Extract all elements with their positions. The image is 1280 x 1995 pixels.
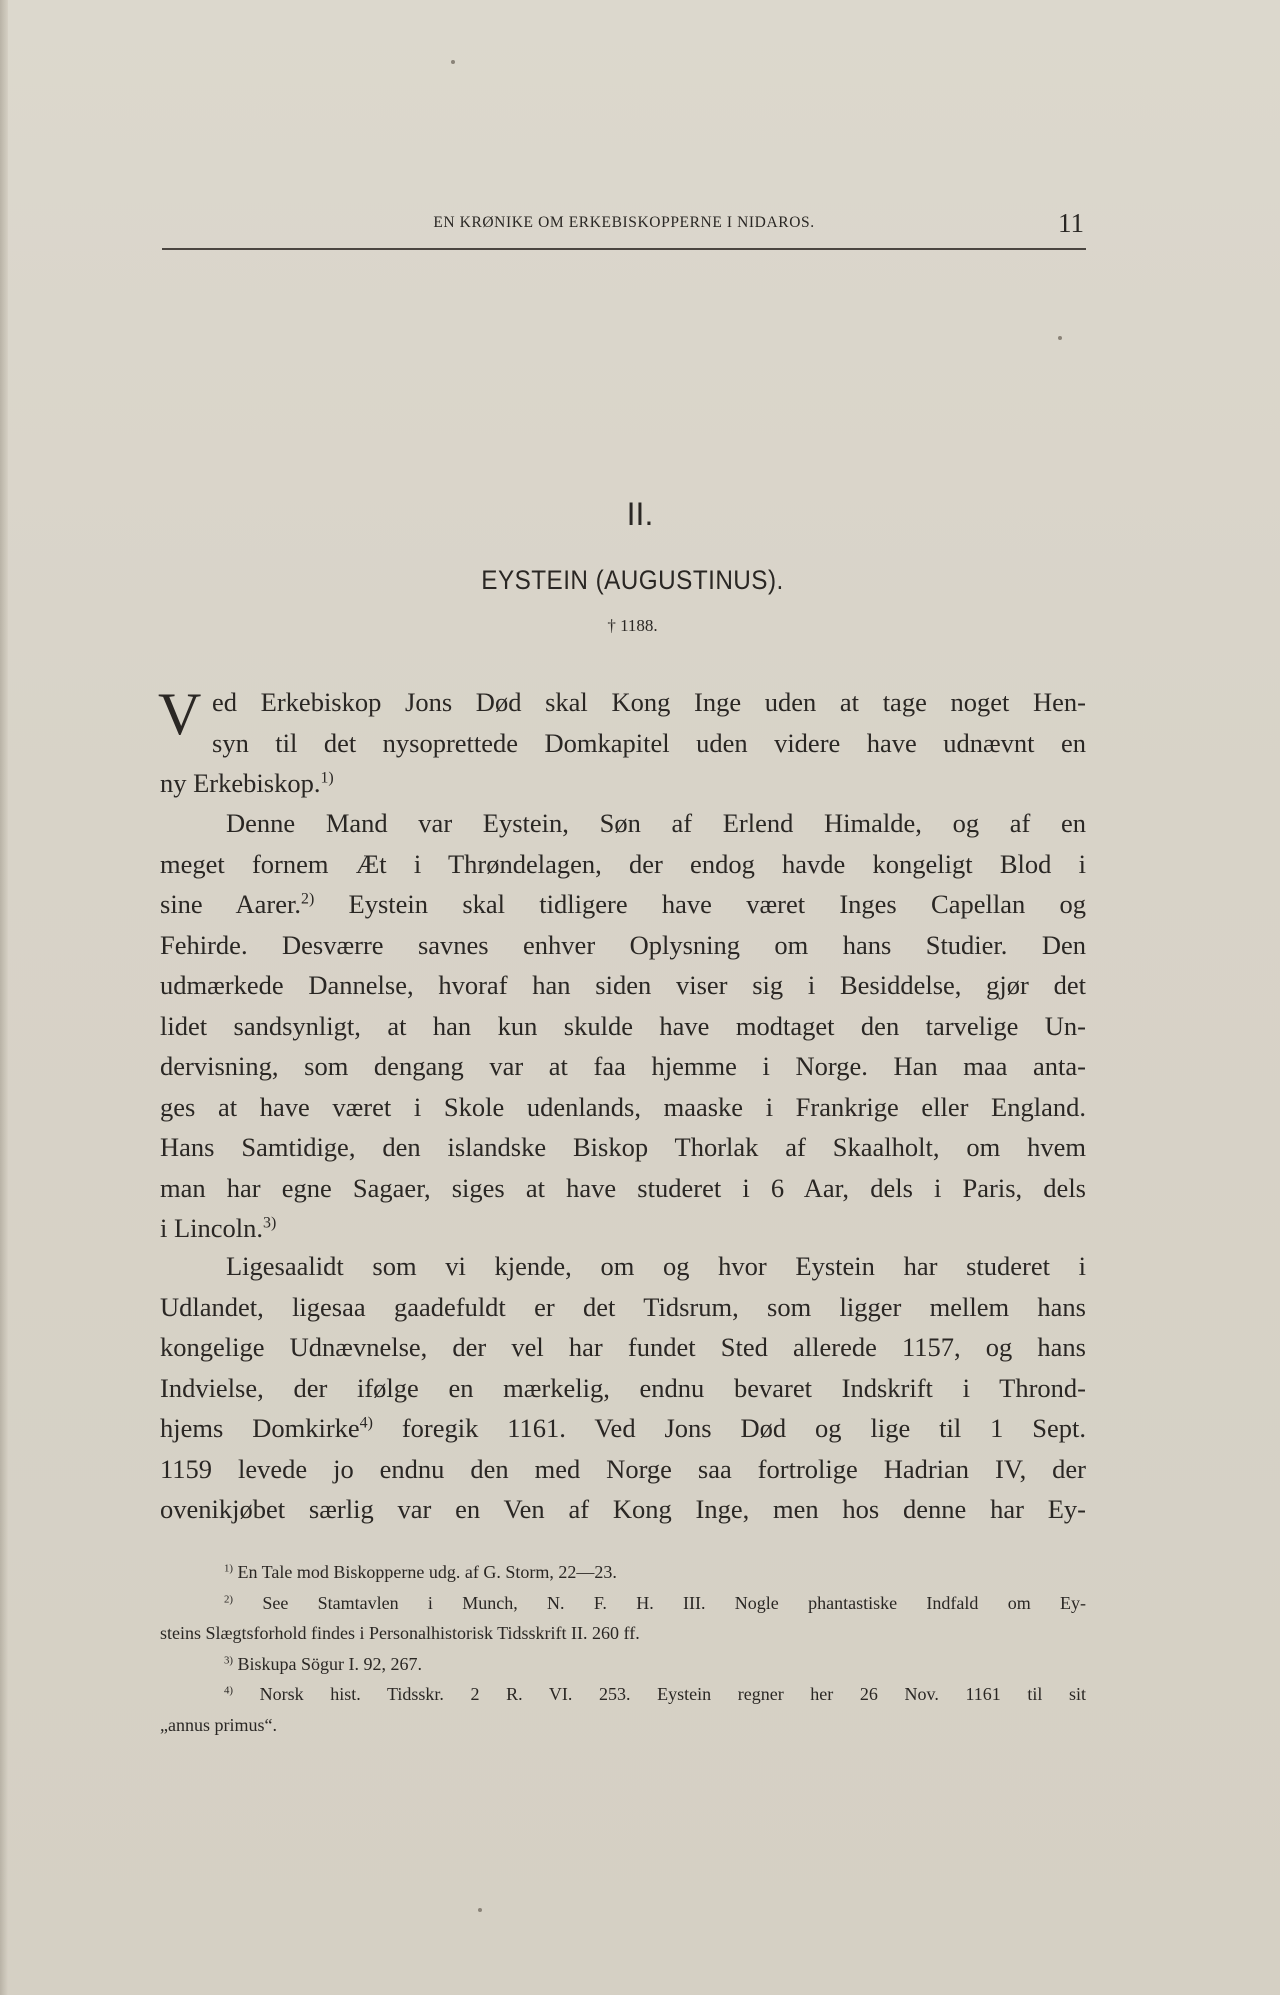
text-line: 1159 levede jo endnu den med Norge saa fortrolige Hadrian IV, der xyxy=(160,1453,1086,1484)
text-line: man har egne Sagaer, siges at have studeret i 6 Aar, dels i Paris, dels xyxy=(160,1172,1086,1203)
text-line: kongelige Udnævnelse, der vel har fundet Sted allerede 1157, og hans xyxy=(160,1332,1086,1362)
text-line: ed Erkebiskop Jons Død skal Kong Inge uden at tage noget Hen- xyxy=(212,687,1086,717)
footnote-marker: 4) xyxy=(224,1684,233,1697)
page-edge-shadow xyxy=(0,0,8,1995)
footnote-ref: 1) xyxy=(320,769,334,787)
paper-speck xyxy=(478,1908,482,1912)
text-line: Udlandet, ligesaa gaadefuldt er det Tidsrum, som ligger mellem hans xyxy=(160,1291,1086,1322)
footnote-marker: 2) xyxy=(224,1593,233,1606)
footnote-3 xyxy=(160,1649,1086,1680)
footnote-marker: 1) xyxy=(224,1562,233,1575)
paragraph-1 xyxy=(160,682,1086,804)
text-line: Fehirde. Desværre savnes enhver Oplysning om hans Studier. Den xyxy=(160,929,1086,960)
text-span: foregik 1161. Ved Jons Død og lige til 1 Sept. xyxy=(401,1413,1087,1443)
text-line xyxy=(160,1208,1086,1249)
footnote-text: See Stamtavlen i Munch, N. F. H. III. Nogle phantastiske Indfald om Ey- xyxy=(262,1592,1086,1613)
footnote-1 xyxy=(160,1557,1086,1588)
footnote-4-cont: „annus primus“. xyxy=(160,1714,277,1735)
footnote-4 xyxy=(160,1679,1086,1710)
text-line: dervisning, som dengang var at faa hjemme i Norge. Han maa anta- xyxy=(160,1051,1086,1081)
text-line xyxy=(160,884,1086,925)
footnote-ref: 3) xyxy=(263,1214,277,1232)
paper-speck xyxy=(1058,336,1062,340)
text-line xyxy=(160,1408,1086,1449)
chapter-number: II. xyxy=(626,496,654,532)
page-number: 11 xyxy=(1058,208,1084,238)
text-line: syn til det nysoprettede Domkapitel uden videre have udnævnt en xyxy=(212,727,1086,758)
text-line: lidet sandsynligt, at han kun skulde have modtaget den tarvelige Un- xyxy=(160,1010,1086,1041)
running-header xyxy=(162,208,1086,250)
footnotes xyxy=(160,1557,1086,1740)
text-line: Ligesaalidt som vi kjende, om og hvor Eystein har studeret i xyxy=(226,1251,1086,1281)
text-span: Eystein skal tidligere have været Inges Capellan og xyxy=(348,889,1087,919)
text-line: Denne Mand var Eystein, Søn af Erlend Himalde, og af en xyxy=(226,808,1086,838)
text-line xyxy=(160,763,1086,804)
text-span: i Lincoln. xyxy=(160,1213,264,1243)
text-line: ovenikjøbet særlig var en Ven af Kong Inge, men hos denne har Ey- xyxy=(160,1494,1086,1524)
drop-cap: V xyxy=(158,681,202,747)
text-line: Hans Samtidige, den islandske Biskop Thorlak af Skaalholt, om hvem xyxy=(160,1132,1086,1162)
text-span: sine Aarer. xyxy=(160,889,301,919)
footnote-2 xyxy=(160,1588,1086,1619)
chapter-title: EYSTEIN (AUGUSTINUS). xyxy=(481,565,784,595)
text-span: ny Erkebiskop. xyxy=(160,768,321,798)
footnote-2-cont: steins Slægtsforhold findes i Personalhistorisk Tidsskrift II. 260 ff. xyxy=(160,1623,640,1643)
running-title: EN KRØNIKE OM ERKEBISKOPPERNE I NIDAROS. xyxy=(433,214,815,231)
footnote-text: Norsk hist. Tidsskr. 2 R. VI. 253. Eystein regner her 26 Nov. 1161 til sit xyxy=(259,1684,1087,1704)
footnote-ref: 4) xyxy=(359,1414,373,1432)
footnote-text: En Tale mod Biskopperne udg. af G. Storm, 22—23. xyxy=(237,1562,617,1582)
footnote-text: Biskupa Sögur I. 92, 267. xyxy=(237,1653,422,1674)
text-line: Indvielse, der ifølge en mærkelig, endnu bevaret Indskrift i Thrond- xyxy=(160,1372,1086,1403)
footnote-marker: 3) xyxy=(224,1654,233,1667)
footnote-ref: 2) xyxy=(301,890,315,908)
text-line: ges at have været i Skole udenlands, maaske i Frankrige eller England. xyxy=(160,1091,1086,1122)
paragraph-3 xyxy=(160,1246,1086,1530)
paper-speck xyxy=(451,60,455,64)
text-line: meget fornem Æt i Thrøndelagen, der endog havde kongeligt Blod i xyxy=(160,848,1086,879)
text-span: hjems Domkirke xyxy=(160,1413,360,1443)
paragraph-2 xyxy=(160,803,1086,1249)
text-line: udmærkede Dannelse, hvoraf han siden viser sig i Besiddelse, gjør det xyxy=(160,970,1086,1000)
chapter-death-year: † 1188. xyxy=(607,616,658,635)
